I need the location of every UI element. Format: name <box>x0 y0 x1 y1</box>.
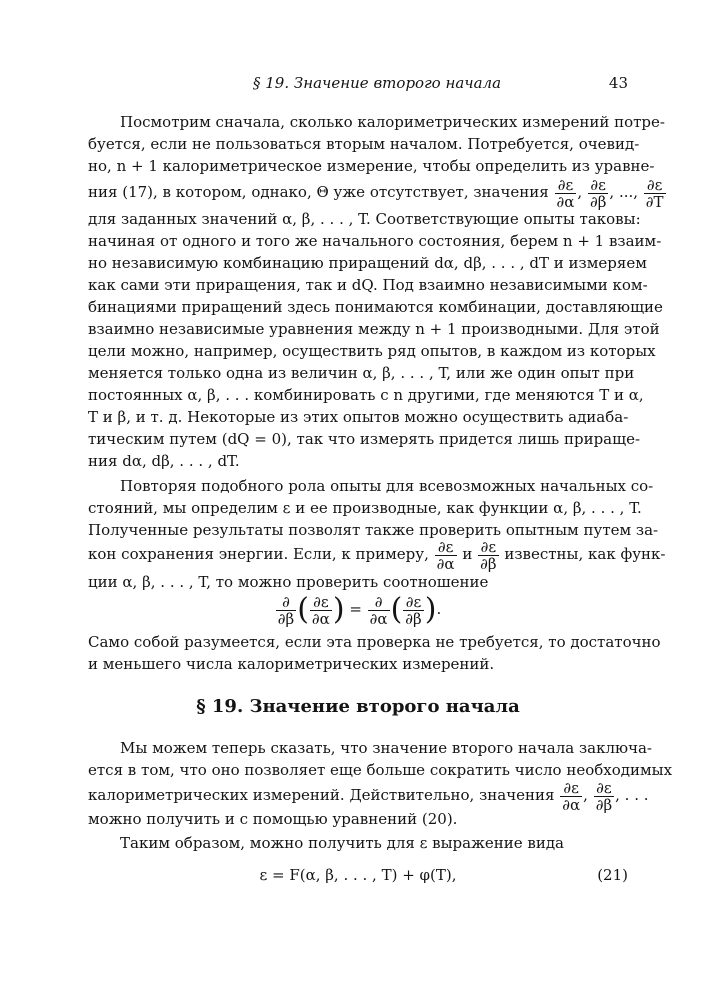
text-fragment: ния (17), в котором, однако, Θ уже отсутствует, значения <box>88 183 549 201</box>
fraction-deps-dbeta: $\frac{\partial\varepsilon}{\partial\beta}$ <box>405 592 422 628</box>
text-line: начиная от одного и того же начального состояния, берем n + 1 взаим- <box>88 232 662 250</box>
text-line: как сами эти приращения, так и dQ. Под взаимно независимыми ком- <box>88 276 648 294</box>
text-line: можно получить и с помощью уравнений (20). <box>88 810 458 828</box>
text-line-with-fractions: кон сохранения энергии. Если, к примеру, $\frac{\partial\varepsilon}{\partial\alpha}$ и $\frac{\partial\varepsilon}{\partial\beta}$ известны, как функ- <box>88 537 666 573</box>
right-paren: ) <box>332 592 345 627</box>
fraction-deps-dbeta: $\frac{\partial\varepsilon}{\partial\beta}$ <box>589 175 607 211</box>
text-line: но независимую комбинацию приращений dα, dβ, . . . , dT и измеряем <box>88 254 647 272</box>
fraction-deps-dalpha: $\frac{\partial\varepsilon}{\partial\alpha}$ <box>556 175 575 211</box>
running-header <box>0 74 707 96</box>
text-fragment: кон сохранения энергии. Если, к примеру, <box>88 545 429 563</box>
text-line: постоянных α, β, . . . комбинировать с n другими, где меняются T и α, <box>88 386 644 404</box>
text-line: Само собой разумеется, если эта проверка не требуется, то достаточно <box>88 633 661 651</box>
fraction-deps-dT: $\frac{\partial\varepsilon}{\partial T}$ <box>645 175 664 211</box>
equals-sign: = <box>349 600 362 618</box>
text-line: Повторяя подобного рола опыты для всевозможных начальных со- <box>120 477 654 495</box>
text-line: Полученные результаты позволят также проверить опытным путем за- <box>88 521 659 539</box>
text-line: но, n + 1 калориметрическое измерение, чтобы определить из уравне- <box>88 157 655 175</box>
left-paren: ( <box>390 592 403 627</box>
text-line: для заданных значений α, β, . . . , T. Соответствующие опыты таковы: <box>88 210 641 228</box>
fraction-d-dbeta: $\frac{\partial}{\partial\beta}$ <box>277 592 295 628</box>
text-line-with-fractions: ния (17), в котором, однако, Θ уже отсутствует, значения $\frac{\partial\varepsilon}{\partial\alpha}$ , $\frac{\partial\varepsilon}{\partial\beta}$ , ..., $\frac{\partial\varepsilon}{\partial T}$ <box>88 175 664 211</box>
equation-21-body: ε = F(α, β, . . . , T) + φ(T), <box>259 866 457 884</box>
section-heading: § 19. Значение второго начала <box>196 696 520 717</box>
text-fragment: калориметрических измерений. Действительно, значения <box>88 786 555 804</box>
text-line: T и β, и т. д. Некоторые из этих опытов можно осуществить адиаба- <box>88 408 629 426</box>
text-line: и меньшего числа калориметрических измерений. <box>88 655 495 673</box>
running-title: § 19. Значение второго начала <box>253 74 502 92</box>
text-line: ется в том, что оно позволяет еще больше сократить число необходимых <box>88 761 673 779</box>
text-line: Посмотрим сначала, сколько калориметрических измерений потре- <box>120 113 665 131</box>
text-line: Мы можем теперь сказать, что значение второго начала заключа- <box>120 739 652 757</box>
text-line: тическим путем (dQ = 0), так что измерять придется лишь прираще- <box>88 430 641 448</box>
text-line: меняется только одна из величин α, β, . . . , T, или же один опыт при <box>88 364 635 382</box>
fraction-d-dalpha: $\frac{\partial}{\partial\alpha}$ <box>369 592 388 628</box>
text-line: взаимно независимые уравнения между n + 1 производными. Для этой <box>88 320 660 338</box>
text-line-with-fractions: калориметрических измерений. Действительно, значения $\frac{\partial\varepsilon}{\partial\alpha}$ , $\frac{\partial\varepsilon}{\partial\beta}$ , . . . <box>88 778 649 814</box>
text-line: бинациями приращений здесь понимаются комбинации, доставляющие <box>88 298 663 316</box>
left-paren: ( <box>297 592 309 627</box>
text-fragment: известны, как функ- <box>504 545 666 563</box>
text-line: цели можно, например, осуществить ряд опытов, в каждом из которых <box>88 342 656 360</box>
page-number: 43 <box>608 74 628 92</box>
fraction-deps-dalpha: $\frac{\partial\varepsilon}{\partial\alpha}$ <box>562 778 581 814</box>
text-line: ния dα, dβ, . . . , dT. <box>88 452 240 470</box>
fraction-deps-dalpha: $\frac{\partial\varepsilon}{\partial\alpha}$ <box>311 592 330 628</box>
fraction-deps-dalpha: $\frac{\partial\varepsilon}{\partial\alpha}$ <box>436 537 455 573</box>
text-line: стояний, мы определим ε и ее производные, как функции α, β, . . . , T. <box>88 499 642 517</box>
display-equation-21 <box>88 852 628 898</box>
text-line: буется, если не пользоваться вторым началом. Потребуется, очевид- <box>88 135 640 153</box>
right-paren: ) <box>424 592 437 627</box>
text-line: ции α, β, . . . , T, то можно проверить соотношение <box>88 573 489 591</box>
text-line: Таким образом, можно получить для ε выражение вида <box>120 834 565 852</box>
fraction-deps-dbeta: $\frac{\partial\varepsilon}{\partial\beta}$ <box>595 778 613 814</box>
display-equation-mixed-partials: $\frac{\partial}{\partial\beta}$ ( $\frac{\partial\varepsilon}{\partial\alpha}$ ) = $\frac{\partial}{\partial\alpha}$ ( $\frac{\partial\varepsilon}{\partial\beta}$ ). <box>277 592 442 628</box>
fraction-deps-dbeta: $\frac{\partial\varepsilon}{\partial\beta}$ <box>480 537 497 573</box>
equation-number: (21) <box>597 866 628 884</box>
